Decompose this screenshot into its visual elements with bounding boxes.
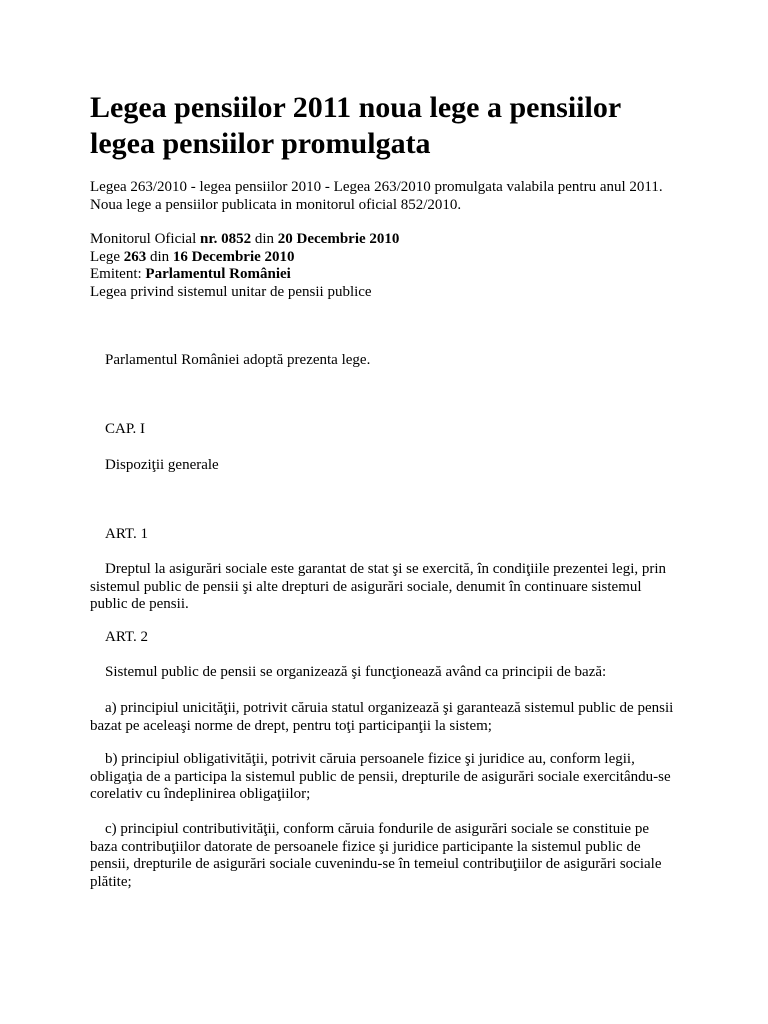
art1-line-3: public de pensii. — [90, 596, 189, 612]
art1-heading-text: ART. 1 — [105, 526, 148, 542]
monitor-label: Monitorul Oficial — [90, 231, 200, 247]
emitent-label: Emitent: — [90, 266, 146, 282]
intro-paragraph — [90, 179, 690, 214]
title-line-1: Legea pensiilor 2011 noua lege a pensiilor — [90, 91, 622, 124]
art2-c-line-1: c) principiul contributivităţii, conform căruia fondurile de asigurări sociale se constituie pe — [105, 821, 649, 837]
art2-heading-text: ART. 2 — [105, 629, 148, 645]
art2-point-a — [90, 700, 675, 735]
title-line-2: legea pensiilor promulgata — [90, 127, 431, 160]
monitor-date: 20 Decembrie 2010 — [277, 231, 400, 247]
chapter-title-text: Dispoziţii generale — [105, 457, 219, 473]
art1-paragraph — [90, 561, 675, 614]
lege-label: Lege — [90, 248, 124, 265]
art2-point-b — [90, 751, 675, 804]
chapter-heading — [90, 421, 675, 439]
art2-b-line-1: b) principiul obligativităţii, potrivit căruia persoanele fizice şi juridice au, conform legii, — [105, 751, 635, 767]
law-subject: Legea privind sistemul unitar de pensii publice — [90, 283, 372, 300]
lege-number: 263 — [123, 248, 147, 265]
intro-line-1: Legea 263/2010 - legea pensiilor 2010 - Legea 263/2010 promulgata valabila pentru anul 2011. — [90, 179, 663, 195]
art2-c-line-3: pensii, drepturile de asigurări sociale cuvenindu-se în temeiul contribuţiilor de asigurări sociale — [90, 856, 662, 872]
art2-a-line-2: bazat pe aceleaşi norme de drept, pentru toţi participanţii la sistem; — [90, 717, 492, 734]
chapter-title — [90, 457, 675, 475]
art1-line-2: sistemul public de pensii şi alte drepturi de asigurări sociale, denumit în continuare sistemul — [90, 578, 642, 595]
document-title — [90, 90, 690, 162]
art2-c-line-2: baza contribuţiilor datorate de persoanele fizice şi juridice participante la sistemul public de — [90, 838, 641, 855]
lege-din: din — [146, 248, 173, 265]
art2-intro-text: Sistemul public de pensii se organizează şi funcţionează având ca principii de bază: — [105, 664, 607, 680]
intro-line-2: Noua lege a pensiilor publicata in monitorul oficial 852/2010. — [90, 196, 462, 213]
preamble-text: Parlamentul României adoptă prezenta lege. — [105, 352, 371, 368]
lege-date: 16 Decembrie 2010 — [172, 248, 295, 265]
monitor-number: nr. 0852 — [199, 231, 252, 247]
chapter-heading-text: CAP. I — [105, 421, 146, 437]
art2-intro — [90, 664, 675, 682]
art1-line-1: Dreptul la asigurări sociale este garantat de stat şi se exercită, în condiţiile prezentei legi, prin — [105, 561, 667, 577]
preamble — [90, 352, 675, 370]
art1-heading — [90, 526, 675, 544]
emitent-value: Parlamentul României — [145, 266, 291, 282]
metadata-block — [90, 231, 690, 301]
art2-c-line-4: plătite; — [90, 873, 132, 890]
art2-a-line-1: a) principiul unicităţii, potrivit căruia statul organizează şi garantează sistemul public de pensii — [105, 700, 674, 716]
art2-b-line-3: corelativ cu îndeplinirea obligaţiilor; — [90, 786, 311, 802]
art2-point-c — [90, 821, 675, 891]
art2-b-line-2: obligaţia de a participa la sistemul public de pensii, drepturile de asigurări sociale exercitându-se — [90, 768, 671, 785]
monitor-din: din — [251, 231, 278, 247]
art2-heading — [90, 629, 675, 647]
